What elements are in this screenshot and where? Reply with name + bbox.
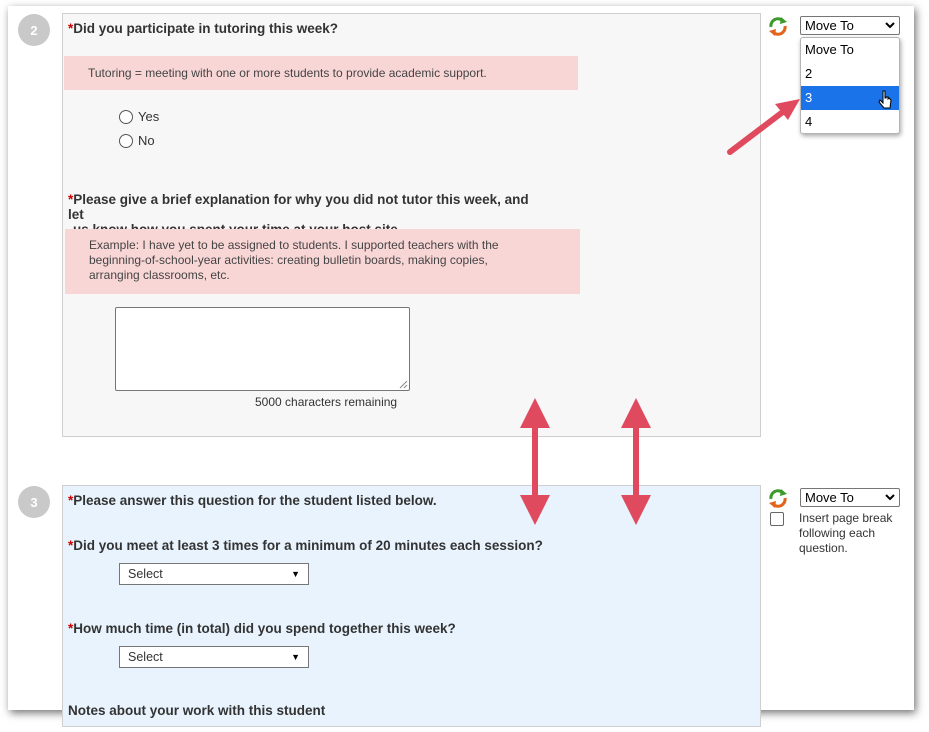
- sub-question-3-partial: Notes about your work with this student: [68, 703, 326, 718]
- question-number: 3: [30, 494, 38, 510]
- hint-line: beginning-of-school-year activities: creating bulletin boards, making copies,: [89, 253, 488, 267]
- title-line: Please give a brief explanation for why you did not tutor this week, and let: [68, 192, 529, 222]
- label-line: following each: [799, 526, 876, 540]
- question-title-text: Did you participate in tutoring this week?: [73, 21, 339, 36]
- required-marker: *: [68, 621, 74, 636]
- hint-line: arranging classrooms, etc.: [89, 268, 230, 282]
- select-value: Select: [128, 567, 163, 581]
- annotation-arrow: [520, 398, 550, 525]
- question-title-text: Did you meet at least 3 times for a minimum of 20 minutes each session?: [73, 538, 543, 553]
- question-title-text: How much time (in total) did you spend together this week?: [73, 621, 456, 636]
- move-to-value: Move To: [805, 18, 854, 33]
- label-line: question.: [799, 541, 848, 555]
- annotation-arrow: [730, 99, 800, 152]
- caret-down-icon: ▼: [291, 652, 300, 662]
- label-line: Insert page break: [799, 511, 893, 525]
- required-marker: *: [68, 21, 74, 36]
- question-number: 2: [30, 22, 38, 38]
- radio-label: No: [138, 133, 155, 148]
- dropdown-option[interactable]: Move To: [805, 42, 854, 57]
- annotation-arrow: [621, 398, 651, 525]
- move-to-value: Move To: [805, 490, 854, 505]
- radio-label: Yes: [138, 109, 160, 124]
- required-marker: *: [68, 493, 74, 508]
- question-title-text: Please answer this question for the student listed below.: [73, 493, 437, 508]
- required-marker: *: [68, 538, 74, 553]
- dropdown-option[interactable]: 2: [805, 66, 813, 81]
- dropdown-option-highlighted[interactable]: 3: [801, 86, 899, 110]
- dropdown-option[interactable]: 4: [805, 114, 813, 129]
- hint-text: Tutoring = meeting with one or more students to provide academic support.: [88, 65, 487, 80]
- select-value: Select: [128, 650, 163, 664]
- required-marker: *: [68, 192, 74, 207]
- hint-line: Example: I have yet to be assigned to students. I supported teachers with the: [89, 238, 499, 252]
- characters-remaining: 5000 characters remaining: [255, 395, 398, 409]
- caret-down-icon: ▼: [291, 569, 300, 579]
